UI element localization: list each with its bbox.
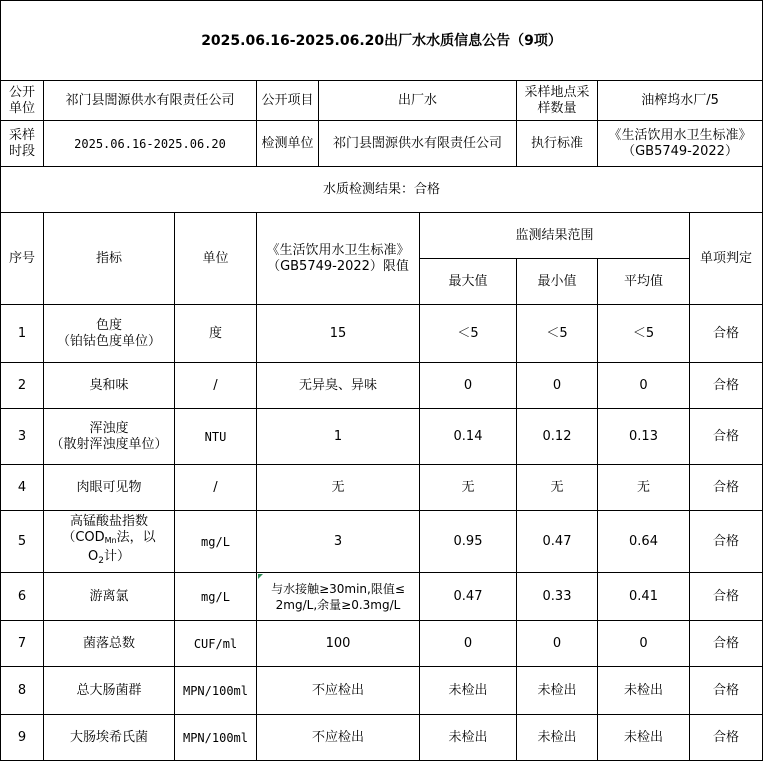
row-min: 未检出	[517, 667, 598, 715]
header-limit-line-2: （GB5749-2022）限值	[267, 258, 409, 274]
row-unit: NTU	[175, 409, 257, 465]
row-unit: MPN/100ml	[175, 715, 257, 761]
row-indicator: 高锰酸盐指数 （$COD_{Mn}$法，以 $O_2$计）	[44, 511, 175, 573]
publish-item-label: 公开项目	[257, 81, 319, 121]
row-limit: 不应检出	[257, 667, 420, 715]
row-limit: 与水接触≥30min,限值≤ 2mg/L,余量≥0.3mg/L	[257, 573, 420, 621]
sample-period-value: 2025.06.16-2025.06.20	[44, 121, 257, 167]
row-no: 1	[1, 305, 44, 363]
row-judgement: 合格	[690, 511, 763, 573]
standard-line-2: （GB5749-2022）	[622, 143, 738, 159]
header-min: 最小值	[517, 259, 598, 305]
row-no: 3	[1, 409, 44, 465]
row-unit: MPN/100ml	[175, 667, 257, 715]
row-max: ＜5	[420, 305, 517, 363]
header-avg: 平均值	[598, 259, 690, 305]
row-no: 9	[1, 715, 44, 761]
table-row	[1, 715, 763, 761]
standard-label: 执行标准	[517, 121, 598, 167]
row-avg: 0.13	[598, 409, 690, 465]
table-row	[1, 573, 763, 621]
row-unit: 度	[175, 305, 257, 363]
row-max: 0.95	[420, 511, 517, 573]
row-min: 未检出	[517, 715, 598, 761]
row-judgement: 合格	[690, 715, 763, 761]
table-row	[1, 305, 763, 363]
row-max: 0	[420, 363, 517, 409]
row-unit: mg/L	[175, 511, 257, 573]
info-row-1	[1, 81, 763, 121]
row-no: 7	[1, 621, 44, 667]
row-limit: 无异臭、异味	[257, 363, 420, 409]
row-judgement: 合格	[690, 409, 763, 465]
row-indicator: 大肠埃希氏菌	[44, 715, 175, 761]
test-unit-value: 祁门县誾源供水有限责任公司	[319, 121, 517, 167]
row-unit: CUF/ml	[175, 621, 257, 667]
row-min: ＜5	[517, 305, 598, 363]
row-indicator: 肉眼可见物	[44, 465, 175, 511]
row-limit: 3	[257, 511, 420, 573]
row-judgement: 合格	[690, 363, 763, 409]
info-row-2	[1, 121, 763, 167]
row-max: 未检出	[420, 667, 517, 715]
header-unit: 单位	[175, 213, 257, 305]
row-limit: 15	[257, 305, 420, 363]
row-judgement: 合格	[690, 667, 763, 715]
row-avg: 0.64	[598, 511, 690, 573]
table-row	[1, 409, 763, 465]
publish-unit-label: 公开单位	[1, 81, 44, 121]
row-avg: 未检出	[598, 667, 690, 715]
header-row-1	[1, 213, 763, 259]
title-row	[1, 1, 763, 81]
row-min: 0.33	[517, 573, 598, 621]
page-title: 2025.06.16-2025.06.20出厂水水质信息公告（9项）	[1, 1, 763, 81]
row-no: 5	[1, 511, 44, 573]
row-limit: 不应检出	[257, 715, 420, 761]
result-summary-row	[1, 167, 763, 213]
row-avg: ＜5	[598, 305, 690, 363]
row-indicator: 菌落总数	[44, 621, 175, 667]
row-min: 0	[517, 363, 598, 409]
row-unit: /	[175, 363, 257, 409]
header-max: 最大值	[420, 259, 517, 305]
row-max: 未检出	[420, 715, 517, 761]
row-no: 2	[1, 363, 44, 409]
row-indicator: 臭和味	[44, 363, 175, 409]
row-no: 6	[1, 573, 44, 621]
table-row	[1, 621, 763, 667]
sample-period-label: 采样时段	[1, 121, 44, 167]
publish-item-value: 出厂水	[319, 81, 517, 121]
header-judgement: 单项判定	[690, 213, 763, 305]
row-indicator: 色度 （铂钴色度单位）	[44, 305, 175, 363]
row-judgement: 合格	[690, 305, 763, 363]
sample-site-value: 油榨坞水厂/5	[598, 81, 763, 121]
row-avg: 无	[598, 465, 690, 511]
row-min: 0.12	[517, 409, 598, 465]
row-avg: 0.41	[598, 573, 690, 621]
header-indicator: 指标	[44, 213, 175, 305]
row-no: 4	[1, 465, 44, 511]
header-limit	[257, 213, 420, 305]
row-max: 0.47	[420, 573, 517, 621]
header-no: 序号	[1, 213, 44, 305]
row-limit: 1	[257, 409, 420, 465]
row-limit: 无	[257, 465, 420, 511]
test-unit-label: 检测单位	[257, 121, 319, 167]
row-avg: 0	[598, 621, 690, 667]
standard-line-1: 《生活饮用水卫生标准》	[608, 127, 752, 143]
row-min: 无	[517, 465, 598, 511]
row-judgement: 合格	[690, 573, 763, 621]
row-max: 无	[420, 465, 517, 511]
table-row	[1, 667, 763, 715]
row-max: 0	[420, 621, 517, 667]
row-no: 8	[1, 667, 44, 715]
row-indicator: 游离氯	[44, 573, 175, 621]
standard-value	[598, 121, 763, 167]
row-max: 0.14	[420, 409, 517, 465]
row-min: 0.47	[517, 511, 598, 573]
table-row	[1, 465, 763, 511]
result-summary: 水质检测结果：合格	[1, 167, 763, 213]
row-limit: 100	[257, 621, 420, 667]
row-avg: 0	[598, 363, 690, 409]
publish-unit-value: 祁门县誾源供水有限责任公司	[44, 81, 257, 121]
table-row	[1, 511, 763, 573]
header-limit-line-1: 《生活饮用水卫生标准》	[266, 242, 410, 258]
row-indicator: 浑浊度 （散射浑浊度单位）	[44, 409, 175, 465]
row-unit: mg/L	[175, 573, 257, 621]
header-range: 监测结果范围	[420, 213, 690, 259]
table-row	[1, 363, 763, 409]
sample-site-label: 采样地点采样数量	[517, 81, 598, 121]
row-unit: /	[175, 465, 257, 511]
row-judgement: 合格	[690, 621, 763, 667]
row-indicator: 总大肠菌群	[44, 667, 175, 715]
row-min: 0	[517, 621, 598, 667]
row-avg: 未检出	[598, 715, 690, 761]
row-judgement: 合格	[690, 465, 763, 511]
